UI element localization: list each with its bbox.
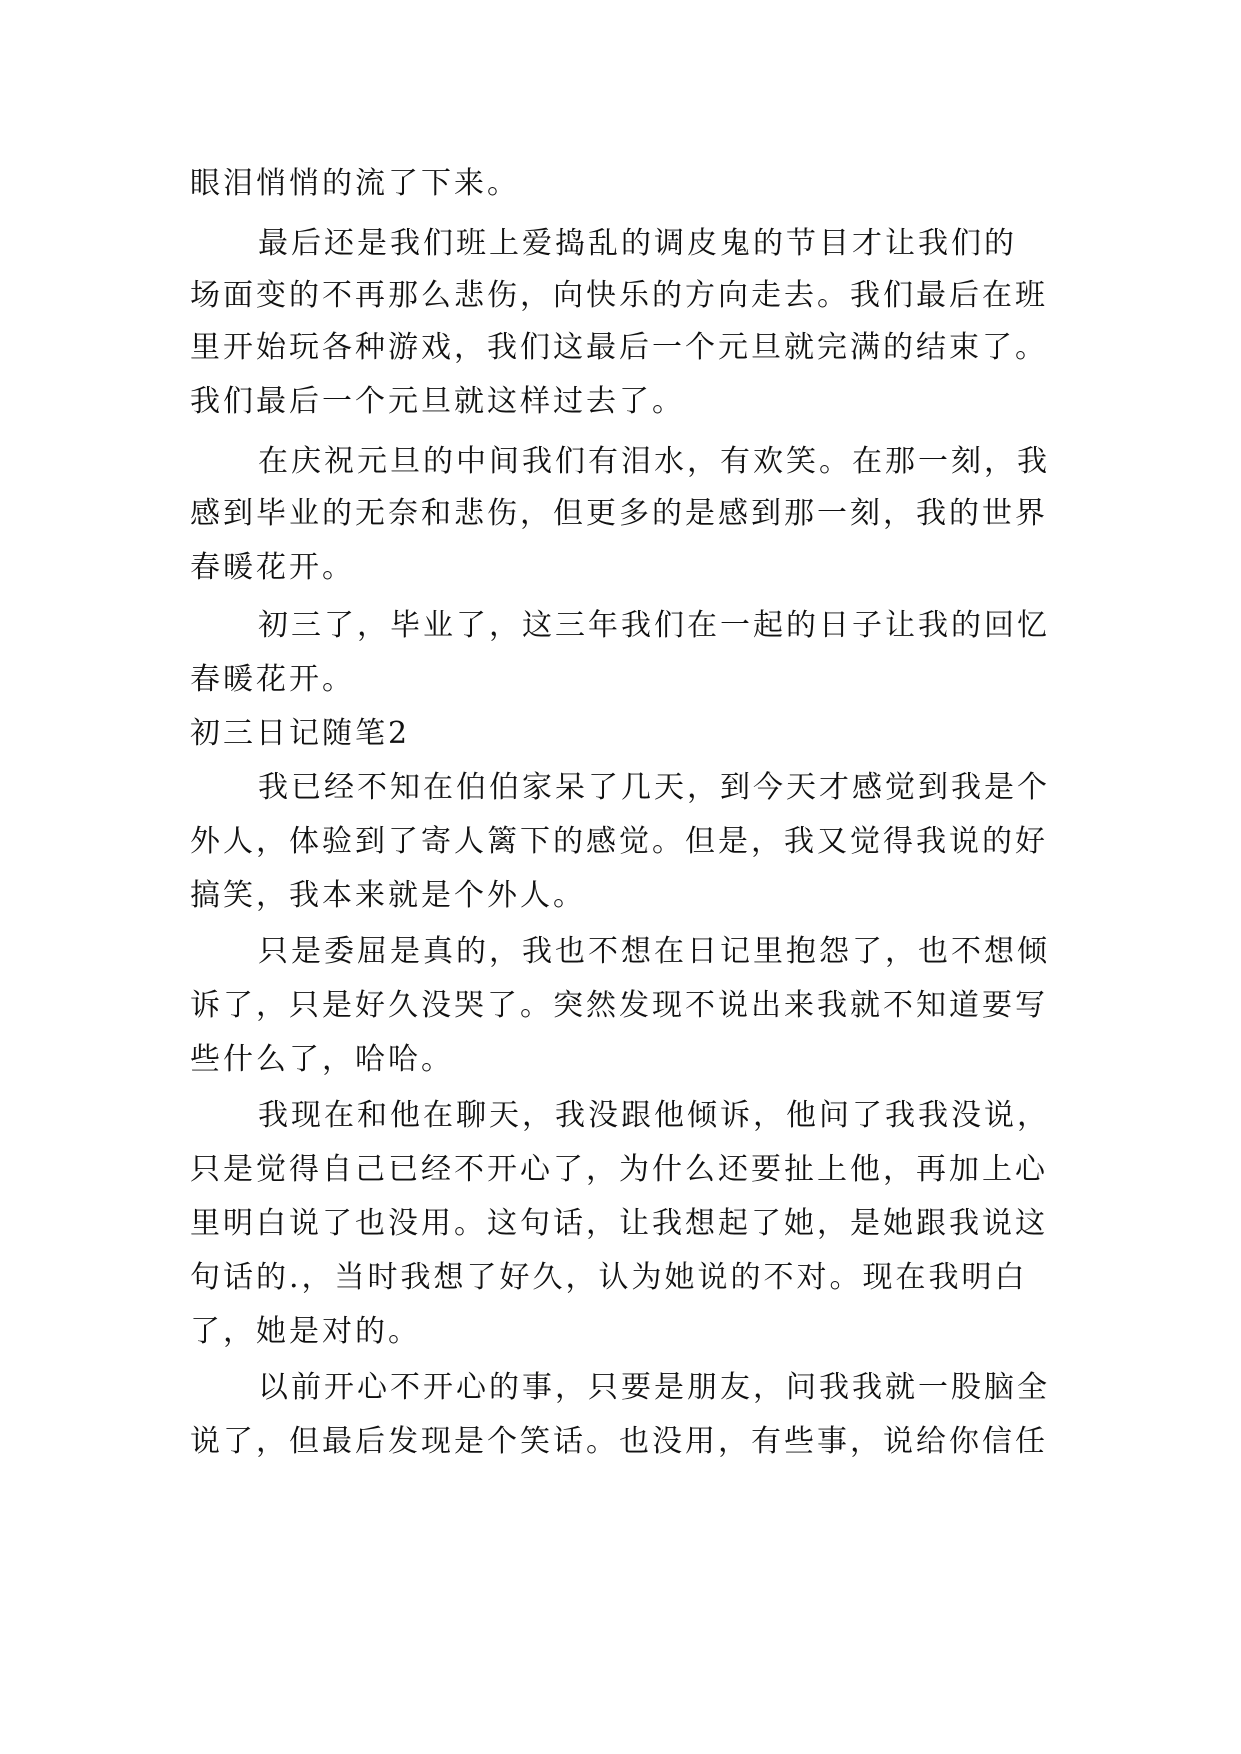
text-line: 里开始玩各种游戏，我们这最后一个元旦就完满的结束了。 (190, 330, 1048, 365)
text-line: 些什么了，哈哈。 (190, 1042, 454, 1077)
text-line: 只是觉得自己已经不开心了，为什么还要扯上他，再加上心 (190, 1152, 1048, 1187)
paragraph-start-line: 以前开心不开心的事，只要是朋友，问我我就一股脑全 (258, 1370, 1050, 1405)
text-line: 我们最后一个元旦就这样过去了。 (190, 384, 685, 419)
text-line: 里明白说了也没用。这句话，让我想起了她，是她跟我说这 (190, 1206, 1048, 1241)
text-line: 眼泪悄悄的流了下来。 (190, 166, 520, 201)
paragraph-start-line: 在庆祝元旦的中间我们有泪水，有欢笑。在那一刻，我 (258, 444, 1050, 479)
paragraph-start-line: 初三了，毕业了，这三年我们在一起的日子让我的回忆 (258, 608, 1050, 643)
text-line: 场面变的不再那么悲伤，向快乐的方向走去。我们最后在班 (190, 278, 1048, 313)
paragraph-start-line: 我已经不知在伯伯家呆了几天，到今天才感觉到我是个 (258, 770, 1050, 805)
text-line: 诉了，只是好久没哭了。突然发现不说出来我就不知道要写 (190, 988, 1048, 1023)
text-line: 春暖花开。 (190, 662, 355, 697)
text-line: 了，她是对的。 (190, 1314, 421, 1349)
text-line: 外人，体验到了寄人篱下的感觉。但是，我又觉得我说的好 (190, 824, 1048, 859)
section-heading: 初三日记随笔2 (190, 716, 411, 751)
text-line: 句话的.，当时我想了好久，认为她说的不对。现在我明白 (190, 1260, 1028, 1295)
text-line: 感到毕业的无奈和悲伤，但更多的是感到那一刻，我的世界 (190, 496, 1048, 531)
text-line: 春暖花开。 (190, 550, 355, 585)
text-line: 搞笑，我本来就是个外人。 (190, 878, 586, 913)
paragraph-start-line: 最后还是我们班上爱捣乱的调皮鬼的节目才让我们的 (258, 226, 1017, 261)
paragraph-start-line: 我现在和他在聊天，我没跟他倾诉，他问了我我没说， (258, 1098, 1050, 1133)
text-line: 说了，但最后发现是个笑话。也没用，有些事，说给你信任 (190, 1424, 1048, 1459)
paragraph-start-line: 只是委屈是真的，我也不想在日记里抱怨了，也不想倾 (258, 934, 1050, 969)
